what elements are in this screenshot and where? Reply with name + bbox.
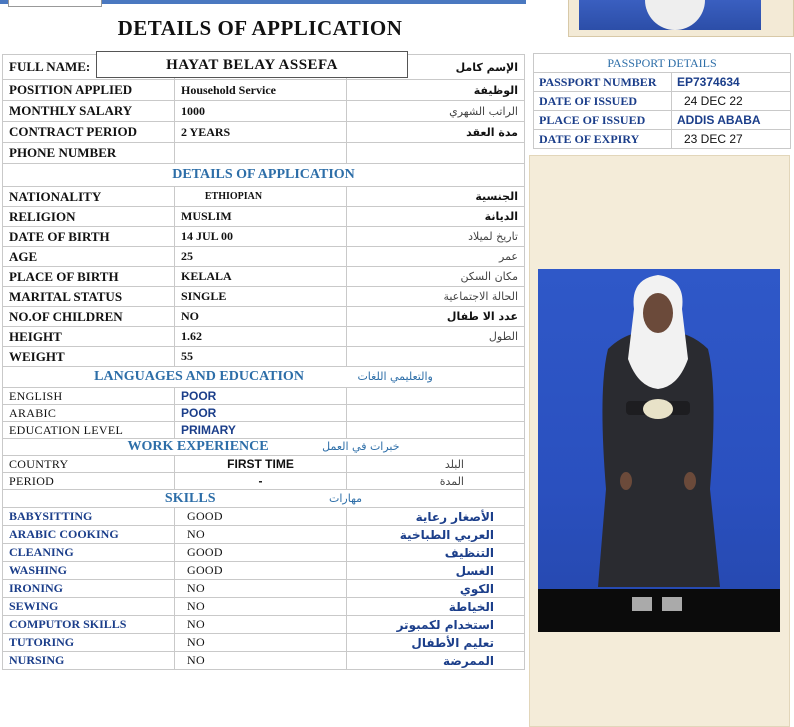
passport-table (533, 53, 791, 149)
row-position (3, 80, 525, 101)
detail-ar: الديانة (347, 207, 525, 227)
details-rows (3, 187, 525, 367)
top-empty-box (8, 0, 102, 7)
skill-ar: الغسل (347, 562, 525, 580)
skills-rows (3, 508, 525, 670)
detail-ar: مكان السكن (347, 267, 525, 287)
work-value: - (175, 473, 347, 490)
detail-label: MARITAL STATUS (3, 287, 175, 307)
detail-ar: عدد الا طفال (347, 307, 525, 327)
row-phone (3, 143, 525, 164)
application-table (2, 54, 525, 670)
skill-ar: الكوي (347, 580, 525, 598)
section-work-row (3, 439, 525, 456)
passport-rows (534, 73, 791, 149)
full-name-value: HAYAT BELAY ASSEFA (96, 51, 408, 78)
skill-value: NO (175, 580, 347, 598)
detail-row (3, 267, 525, 287)
skill-label: SEWING (3, 598, 175, 616)
work-rows (3, 456, 525, 490)
work-value: FIRST TIME (175, 456, 347, 473)
skill-row (3, 562, 525, 580)
detail-row (3, 327, 525, 347)
section-details-heading: DETAILS OF APPLICATION (3, 164, 525, 187)
skill-label: COMPUTOR SKILLS (3, 616, 175, 634)
skill-value: NO (175, 634, 347, 652)
skill-row (3, 526, 525, 544)
work-row (3, 456, 525, 473)
passport-value: 23 DEC 27 (672, 130, 791, 149)
detail-label: RELIGION (3, 207, 175, 227)
detail-label: NO.OF CHILDREN (3, 307, 175, 327)
detail-label: PLACE OF BIRTH (3, 267, 175, 287)
detail-ar: الحالة الاجتماعية (347, 287, 525, 307)
passport-row (534, 130, 791, 149)
position-label: POSITION APPLIED (3, 80, 175, 101)
skill-value: GOOD (175, 544, 347, 562)
skill-row (3, 652, 525, 670)
passport-value: ADDIS ABABA (672, 111, 791, 130)
detail-value: MUSLIM (175, 207, 347, 227)
language-value: PRIMARY (175, 422, 347, 439)
full-name-label: FULL NAME: (3, 55, 175, 80)
skill-value: NO (175, 652, 347, 670)
passport-title: PASSPORT DETAILS (534, 54, 791, 73)
work-label: PERIOD (3, 473, 175, 490)
detail-ar: الطول (347, 327, 525, 347)
section-skills-heading: SKILLS (164, 490, 216, 506)
contract-label: CONTRACT PERIOD (3, 122, 175, 143)
salary-label: MONTHLY SALARY (3, 101, 175, 122)
language-empty (347, 388, 525, 405)
skill-value: GOOD (175, 508, 347, 526)
detail-row (3, 247, 525, 267)
work-row (3, 473, 525, 490)
detail-value: SINGLE (175, 287, 347, 307)
section-details-row (3, 164, 525, 187)
work-label: COUNTRY (3, 456, 175, 473)
detail-label: NATIONALITY (3, 187, 175, 207)
detail-value: 55 (175, 347, 347, 367)
passport-label: DATE OF EXPIRY (534, 130, 672, 149)
detail-value: 1.62 (175, 327, 347, 347)
phone-label: PHONE NUMBER (3, 143, 175, 164)
skill-value: NO (175, 526, 347, 544)
headshot-photo (568, 0, 794, 37)
detail-value: 25 (175, 247, 347, 267)
passport-value: EP7374634 (672, 73, 791, 92)
detail-row (3, 207, 525, 227)
language-value: POOR (175, 405, 347, 422)
language-row (3, 405, 525, 422)
passport-row (534, 73, 791, 92)
language-row (3, 388, 525, 405)
passport-row (534, 92, 791, 111)
section-work-ar: خبرات في العمل (322, 440, 400, 453)
detail-ar (347, 347, 525, 367)
full-body-photo (538, 269, 780, 632)
detail-row (3, 227, 525, 247)
position-ar: الوظيفة (347, 80, 525, 101)
skill-row (3, 544, 525, 562)
phone-ar (347, 143, 525, 164)
detail-label: AGE (3, 247, 175, 267)
skill-ar: الأصغار رعاية (347, 508, 525, 526)
detail-ar: الجنسية (347, 187, 525, 207)
section-skills-row (3, 490, 525, 508)
salary-value: 1000 (175, 101, 347, 122)
skill-label: TUTORING (3, 634, 175, 652)
detail-label: WEIGHT (3, 347, 175, 367)
page-title: DETAILS OF APPLICATION (117, 16, 403, 40)
detail-label: DATE OF BIRTH (3, 227, 175, 247)
language-label: ARABIC (3, 405, 175, 422)
skill-label: WASHING (3, 562, 175, 580)
passport-label: PASSPORT NUMBER (534, 73, 672, 92)
language-empty (347, 422, 525, 439)
phone-value (175, 143, 347, 164)
skill-value: GOOD (175, 562, 347, 580)
language-label: ENGLISH (3, 388, 175, 405)
detail-row (3, 287, 525, 307)
position-value: Household Service (175, 80, 347, 101)
skill-ar: الممرضة (347, 652, 525, 670)
detail-ar: عمر (347, 247, 525, 267)
skill-ar: الخياطة (347, 598, 525, 616)
detail-value: KELALA (175, 267, 347, 287)
skill-value: NO (175, 598, 347, 616)
language-row (3, 422, 525, 439)
skill-label: NURSING (3, 652, 175, 670)
skill-ar: استخدام لكمبوتر (347, 616, 525, 634)
skill-row (3, 580, 525, 598)
skill-row (3, 508, 525, 526)
detail-value: NO (175, 307, 347, 327)
language-rows (3, 388, 525, 439)
contract-ar: مدة العقد (347, 122, 525, 143)
skill-label: CLEANING (3, 544, 175, 562)
language-label: EDUCATION LEVEL (3, 422, 175, 439)
person-illustration (538, 269, 780, 632)
salary-ar: الراتب الشهري (347, 101, 525, 122)
skill-ar: العربي الطباخية (347, 526, 525, 544)
detail-ar: تاريخ لميلاد (347, 227, 525, 247)
section-skills-ar: مهارات (329, 491, 363, 505)
work-ar: البلد (347, 456, 525, 473)
skill-row (3, 598, 525, 616)
section-languages-row (3, 367, 525, 388)
skill-ar: تعليم الأطفال (347, 634, 525, 652)
passport-label: DATE OF ISSUED (534, 92, 672, 111)
section-languages-heading: LANGUAGES AND EDUCATION (94, 369, 304, 384)
row-contract (3, 122, 525, 143)
skill-label: IRONING (3, 580, 175, 598)
section-languages-ar: والتعليمي اللغات (357, 370, 433, 383)
skill-row (3, 616, 525, 634)
passport-row (534, 111, 791, 130)
skill-label: ARABIC COOKING (3, 526, 175, 544)
section-work-heading: WORK EXPERIENCE (127, 439, 269, 454)
detail-row (3, 307, 525, 327)
language-empty (347, 405, 525, 422)
skill-row (3, 634, 525, 652)
passport-value: 24 DEC 22 (672, 92, 791, 111)
skill-ar: التنظيف (347, 544, 525, 562)
detail-value: ETHIOPIAN (175, 187, 347, 207)
detail-value: 14 JUL 00 (175, 227, 347, 247)
detail-label: HEIGHT (3, 327, 175, 347)
skill-label: BABYSITTING (3, 508, 175, 526)
detail-row (3, 347, 525, 367)
passport-label: PLACE OF ISSUED (534, 111, 672, 130)
contract-value: 2 YEARS (175, 122, 347, 143)
row-salary (3, 101, 525, 122)
full-name-ar: الإسم كامل (347, 55, 525, 80)
skill-value: NO (175, 616, 347, 634)
language-value: POOR (175, 388, 347, 405)
detail-row (3, 187, 525, 207)
work-ar: المدة (347, 473, 525, 490)
